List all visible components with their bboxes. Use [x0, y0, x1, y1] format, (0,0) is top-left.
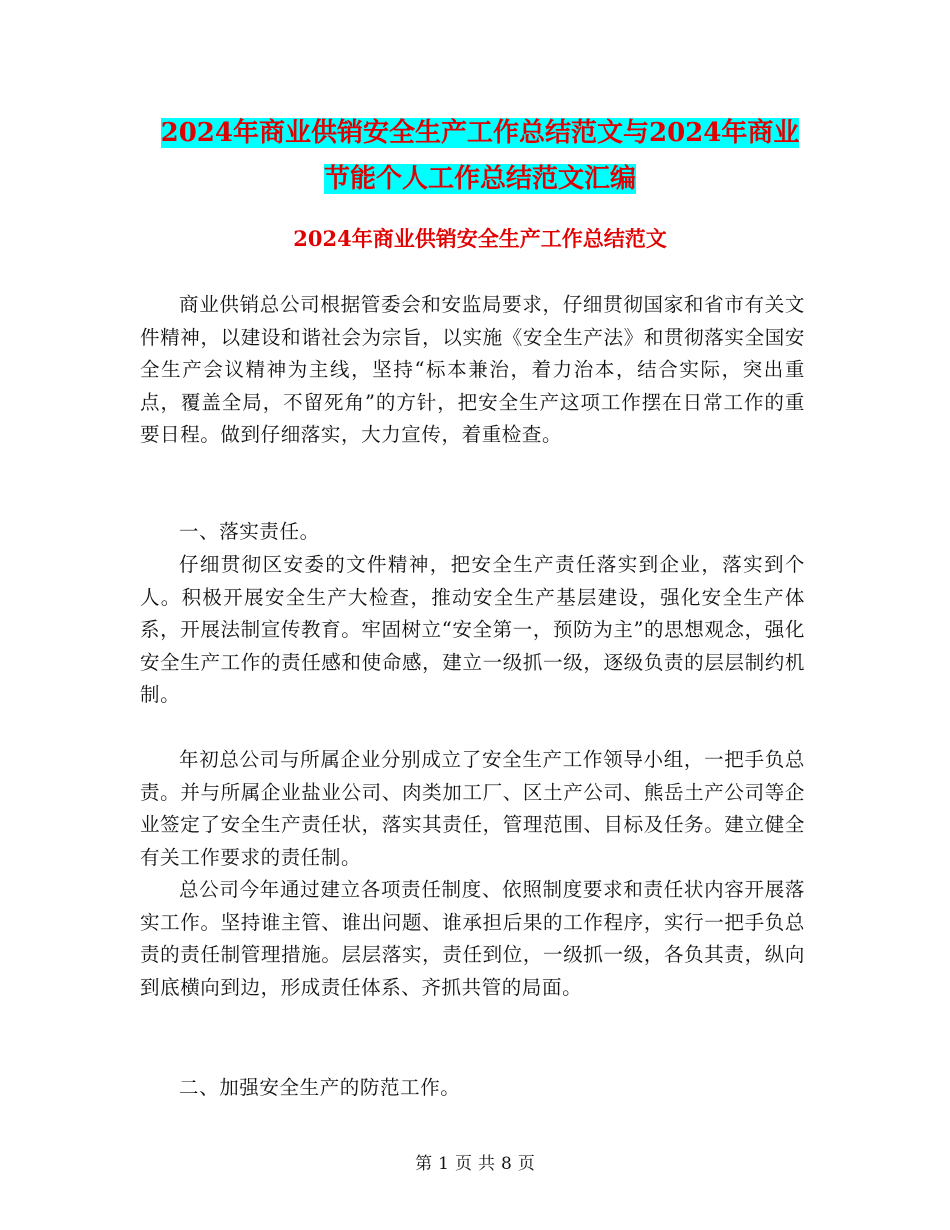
paragraph-responsibility-2: 年初总公司与所属企业分别成立了安全生产工作领导小组，一把手负总责。并与所属企业盐业公司、肉类加工厂、区土产公司、熊岳土产公司等企业签定了安全生产责任状，落实其责任，管理范围、目标及任务。建立健全有关工作要求的责任制。: [140, 748, 805, 869]
paragraph-responsibility-1: 仔细贯彻区安委的文件精神，把安全生产责任落实到企业，落实到个人。积极开展安全生产大检查，推动安全生产基层建设，强化安全生产体系，开展法制宣传教育。牢固树立“安全第一，预防为主”的思想观念，强化安全生产工作的责任感和使命感，建立一级抓一级，逐级负责的层层制约机制。: [140, 553, 805, 707]
title-line-1: 2024年商业供销安全生产工作总结范文与2024年商业: [160, 118, 800, 148]
footer-total-prefix: 共: [478, 1154, 495, 1174]
footer-prefix: 第: [415, 1154, 433, 1174]
footer-total-unit: 页: [517, 1154, 535, 1174]
footer-current-page: 1: [438, 1154, 449, 1174]
footer-total-pages: 8: [501, 1154, 512, 1174]
heading-implement-responsibility: 一、落实责任。: [179, 520, 320, 543]
title-line-2: 节能个人工作总结范文汇编: [323, 164, 636, 194]
paragraph-intro: 商业供销总公司根据管委会和安监局要求，仔细贯彻国家和省市有关文件精神，以建设和谐社会为宗旨，以实施《安全生产法》和贯彻落实全国安全生产会议精神为主线，坚持“标本兼治，着力治本，结合实际，突出重点，覆盖全局，不留死角”的方针，把安全生产这项工作摆在日常工作的重要日程。做到仔细落实，大力宣传，着重检查。: [140, 293, 805, 447]
page-footer: [0, 1150, 950, 1178]
heading-prevention-work: 二、加强安全生产的防范工作。: [179, 1076, 461, 1099]
paragraph-responsibility-3: 总公司今年通过建立各项责任制度、依照制度要求和责任状内容开展落实工作。坚持谁主管、谁出问题、谁承担后果的工作程序，实行一把手负总责的责任制管理措施。层层落实，责任到位，一级抓一级，各负其责，纵向到底横向到边，形成责任体系、齐抓共管的局面。: [140, 878, 805, 999]
footer-page-unit: 页: [455, 1154, 472, 1174]
document-title: [140, 110, 820, 202]
section-title: 2024年商业供销安全生产工作总结范文: [293, 226, 667, 251]
